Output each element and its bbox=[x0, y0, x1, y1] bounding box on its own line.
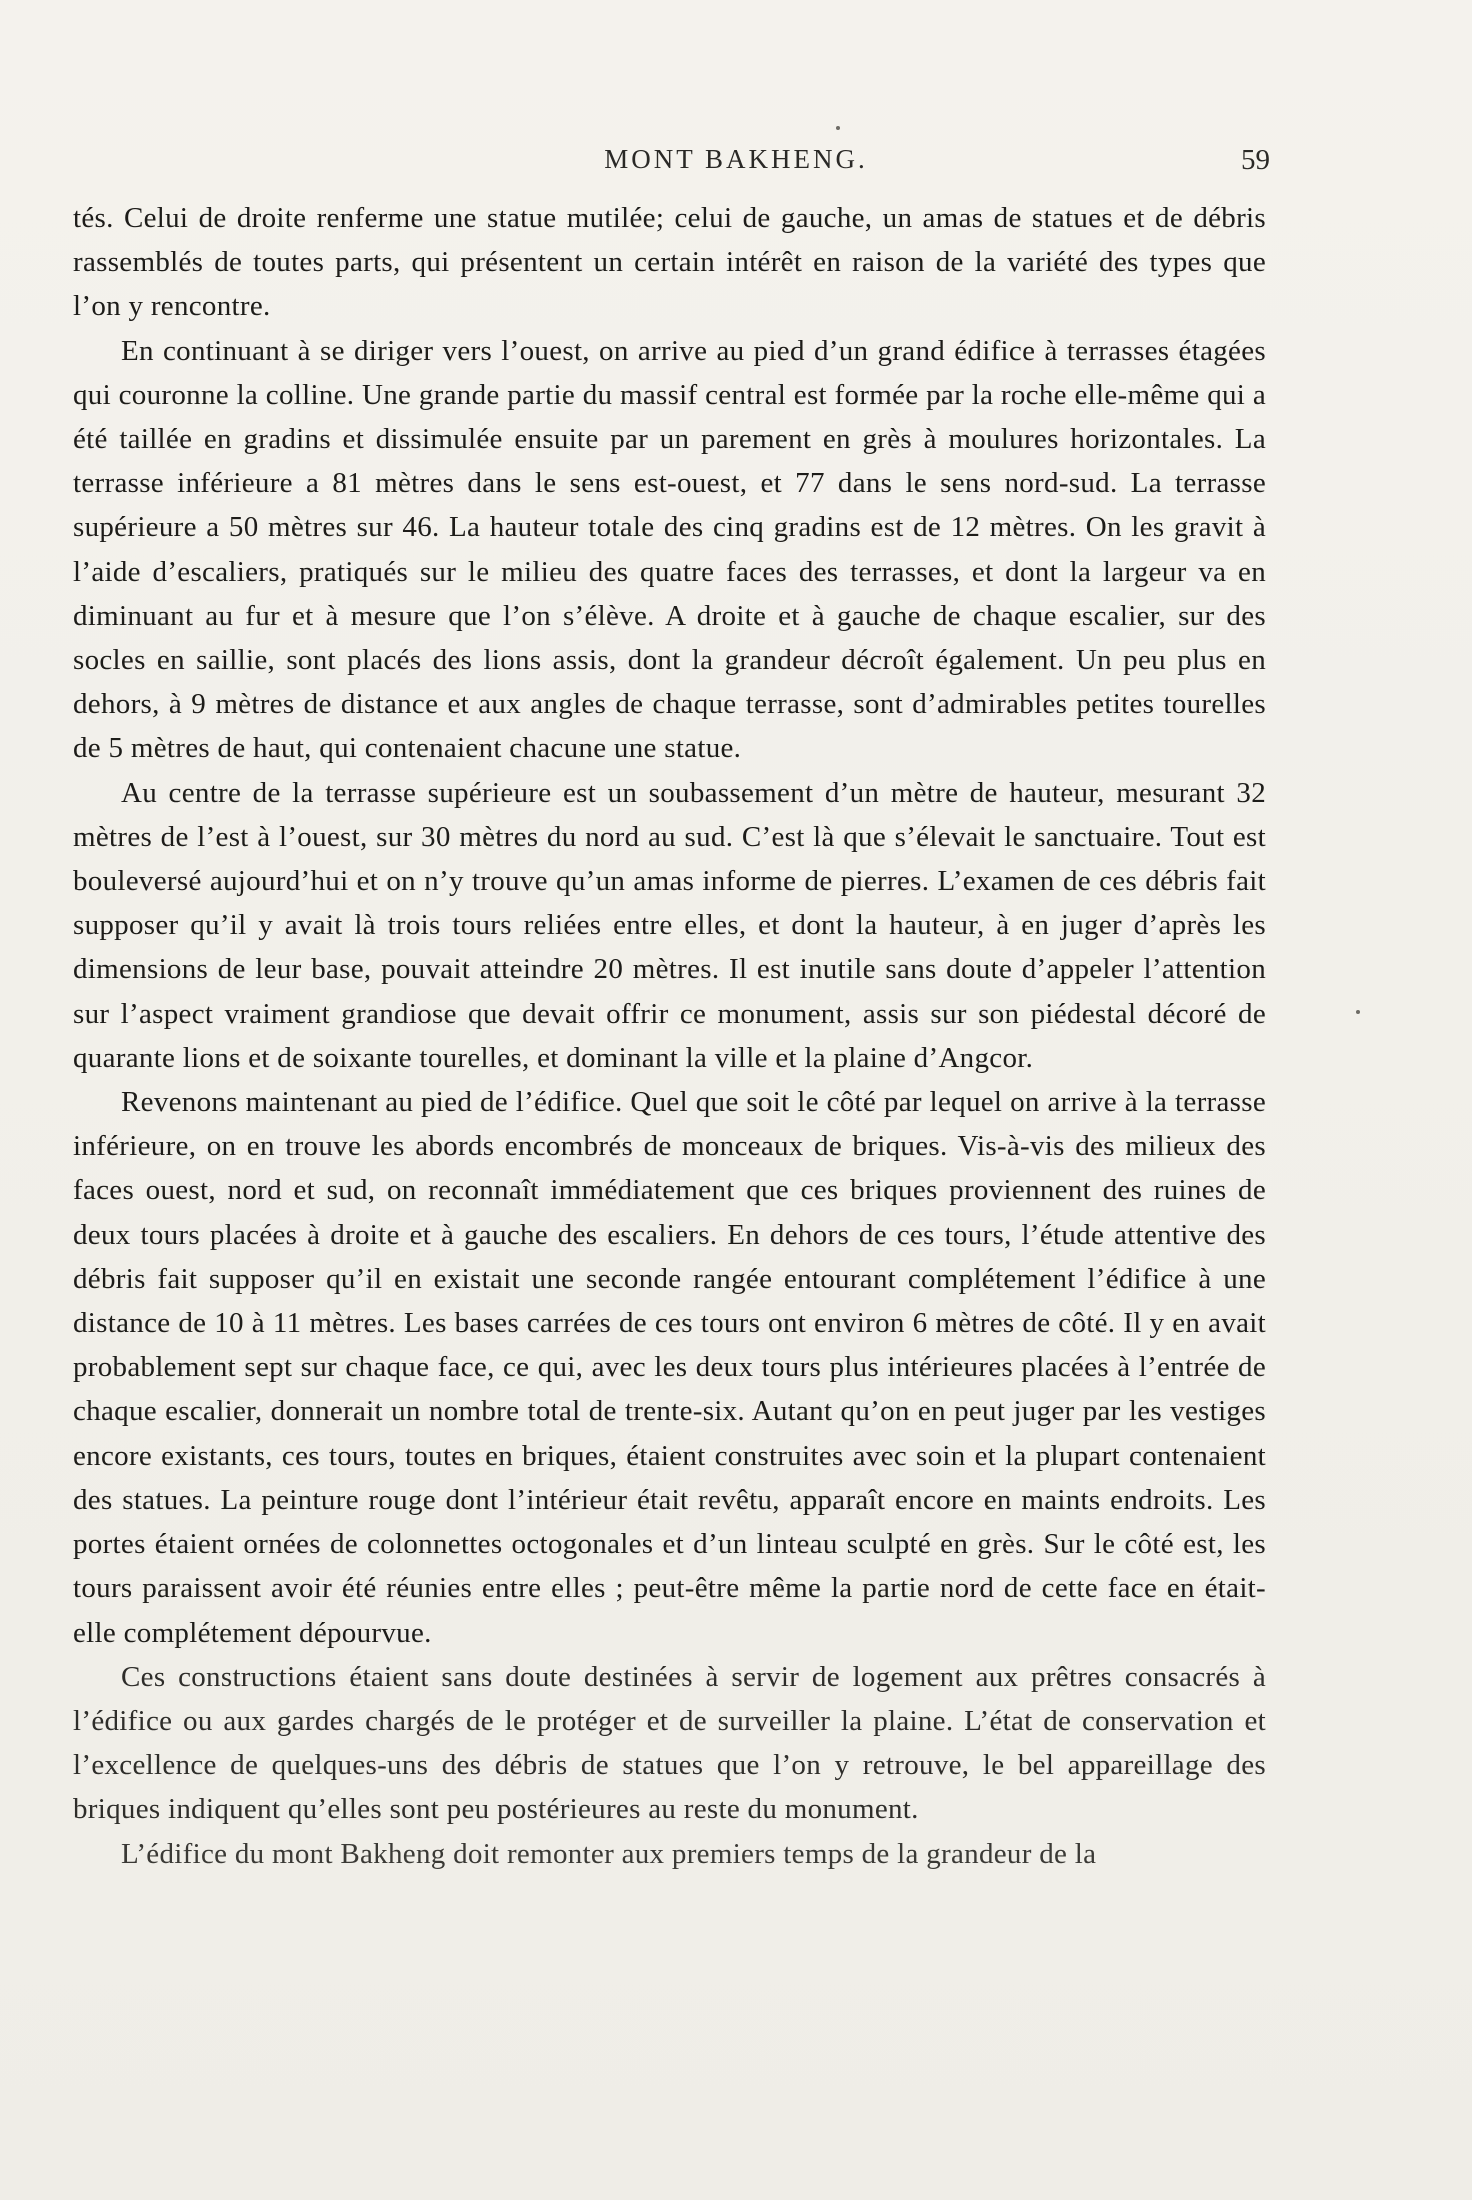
print-speck bbox=[1356, 1010, 1360, 1014]
page-header bbox=[0, 144, 1472, 184]
paragraph-continuation: tés. Celui de droite renferme une statue mutilée; celui de gauche, un amas de statues et de débris rassemblés de toutes parts, qui présentent un certain intérêt en raison de la variété des types que l’on y rencontre. bbox=[73, 202, 1266, 323]
paragraph-terraces: En continuant à se diriger vers l’ouest, on arrive au pied d’un grand édifice à terrasses étagées qui couronne la colline. Une grande partie du massif central est formée par la roche elle-même qui a été taillée en gradins et dissimulée ensuite par un parement en grès à moulures horizontales. La terrasse inférieure a 81 mètres dans le sens est-ouest, et 77 dans le sens nord-sud. La terrasse supérieure a 50 mètres sur 46. La hauteur totale des cinq gradins est de 12 mètres. On les gravit à l’aide d’escaliers, pratiqués sur le milieu des quatre faces des terrasses, et dont la largeur va en diminuant au fur et à mesure que l’on s’élève. A droite et à gauche de chaque escalier, sur des socles en saillie, sont placés des lions assis, dont la grandeur décroît également. Un peu plus en dehors, à 9 mètres de distance et aux angles de chaque terrasse, sont d’admirables petites tourelles de 5 mètres de haut, qui contenaient chacune une statue. bbox=[73, 334, 1266, 765]
paragraph-brick-towers: Revenons maintenant au pied de l’édifice. Quel que soit le côté par lequel on arrive à la terrasse inférieure, on en trouve les abords encombrés de monceaux de briques. Vis-à-vis des milieux des faces ouest, nord et sud, on reconnaît immédiatement que ces briques proviennent des ruines de deux tours placées à droite et à gauche des escaliers. En dehors de ces tours, l’étude attentive des débris fait supposer qu’il en existait une seconde rangée entourant complétement l’édifice à une distance de 10 à 11 mètres. Les bases carrées de ces tours ont environ 6 mètres de côté. Il y en avait probablement sept sur chaque face, ce qui, avec les deux tours plus intérieures placées à l’entrée de chaque escalier, donnerait un nombre total de trente-six. Autant qu’on en peut juger par les vestiges encore existants, ces tours, toutes en briques, étaient construites avec soin et la plupart contenaient des statues. La peinture rouge dont l’intérieur était revêtu, apparaît encore en maints endroits. Les portes étaient ornées de colonnettes octogonales et d’un linteau sculpté en grès. Sur le côté est, les tours paraissent avoir été réunies entre elles ; peut-être même la partie nord de cette face en était-elle complétement dépourvue. bbox=[73, 1086, 1266, 1649]
paragraph-sanctuary: Au centre de la terrasse supérieure est un soubassement d’un mètre de hauteur, mesurant 32 mètres de l’est à l’ouest, sur 30 mètres du nord au sud. C’est là que s’élevait le sanctuaire. Tout est bouleversé aujourd’hui et on n’y trouve qu’un amas informe de pierres. L’examen de ces débris fait supposer qu’il y avait là trois tours reliées entre elles, et dont la hauteur, à en juger d’après les dimensions de leur base, pouvait atteindre 20 mètres. Il est inutile sans doute d’appeler l’attention sur l’aspect vraiment grandiose que devait offrir ce monument, assis sur son piédestal décoré de quarante lions et de soixante tourelles, et dominant la ville et la plaine d’Angcor. bbox=[73, 776, 1266, 1074]
print-speck bbox=[836, 126, 840, 130]
paragraph-dating: L’édifice du mont Bakheng doit remonter aux premiers temps de la grandeur de la bbox=[121, 1837, 1097, 1870]
running-title: MONT BAKHENG. bbox=[604, 144, 868, 174]
page-number: 59 bbox=[1241, 144, 1270, 176]
body-text bbox=[73, 196, 1266, 1876]
paragraph-constructions: Ces constructions étaient sans doute destinées à servir de logement aux prêtres consacrés à l’édifice ou aux gardes chargés de le protéger et de surveiller la plaine. L’état de conservation et l’excellence de quelques-uns des débris de statues que l’on y retrouve, le bel appareillage des briques indiquent qu’elles sont peu postérieures au reste du monument. bbox=[73, 1660, 1266, 1826]
